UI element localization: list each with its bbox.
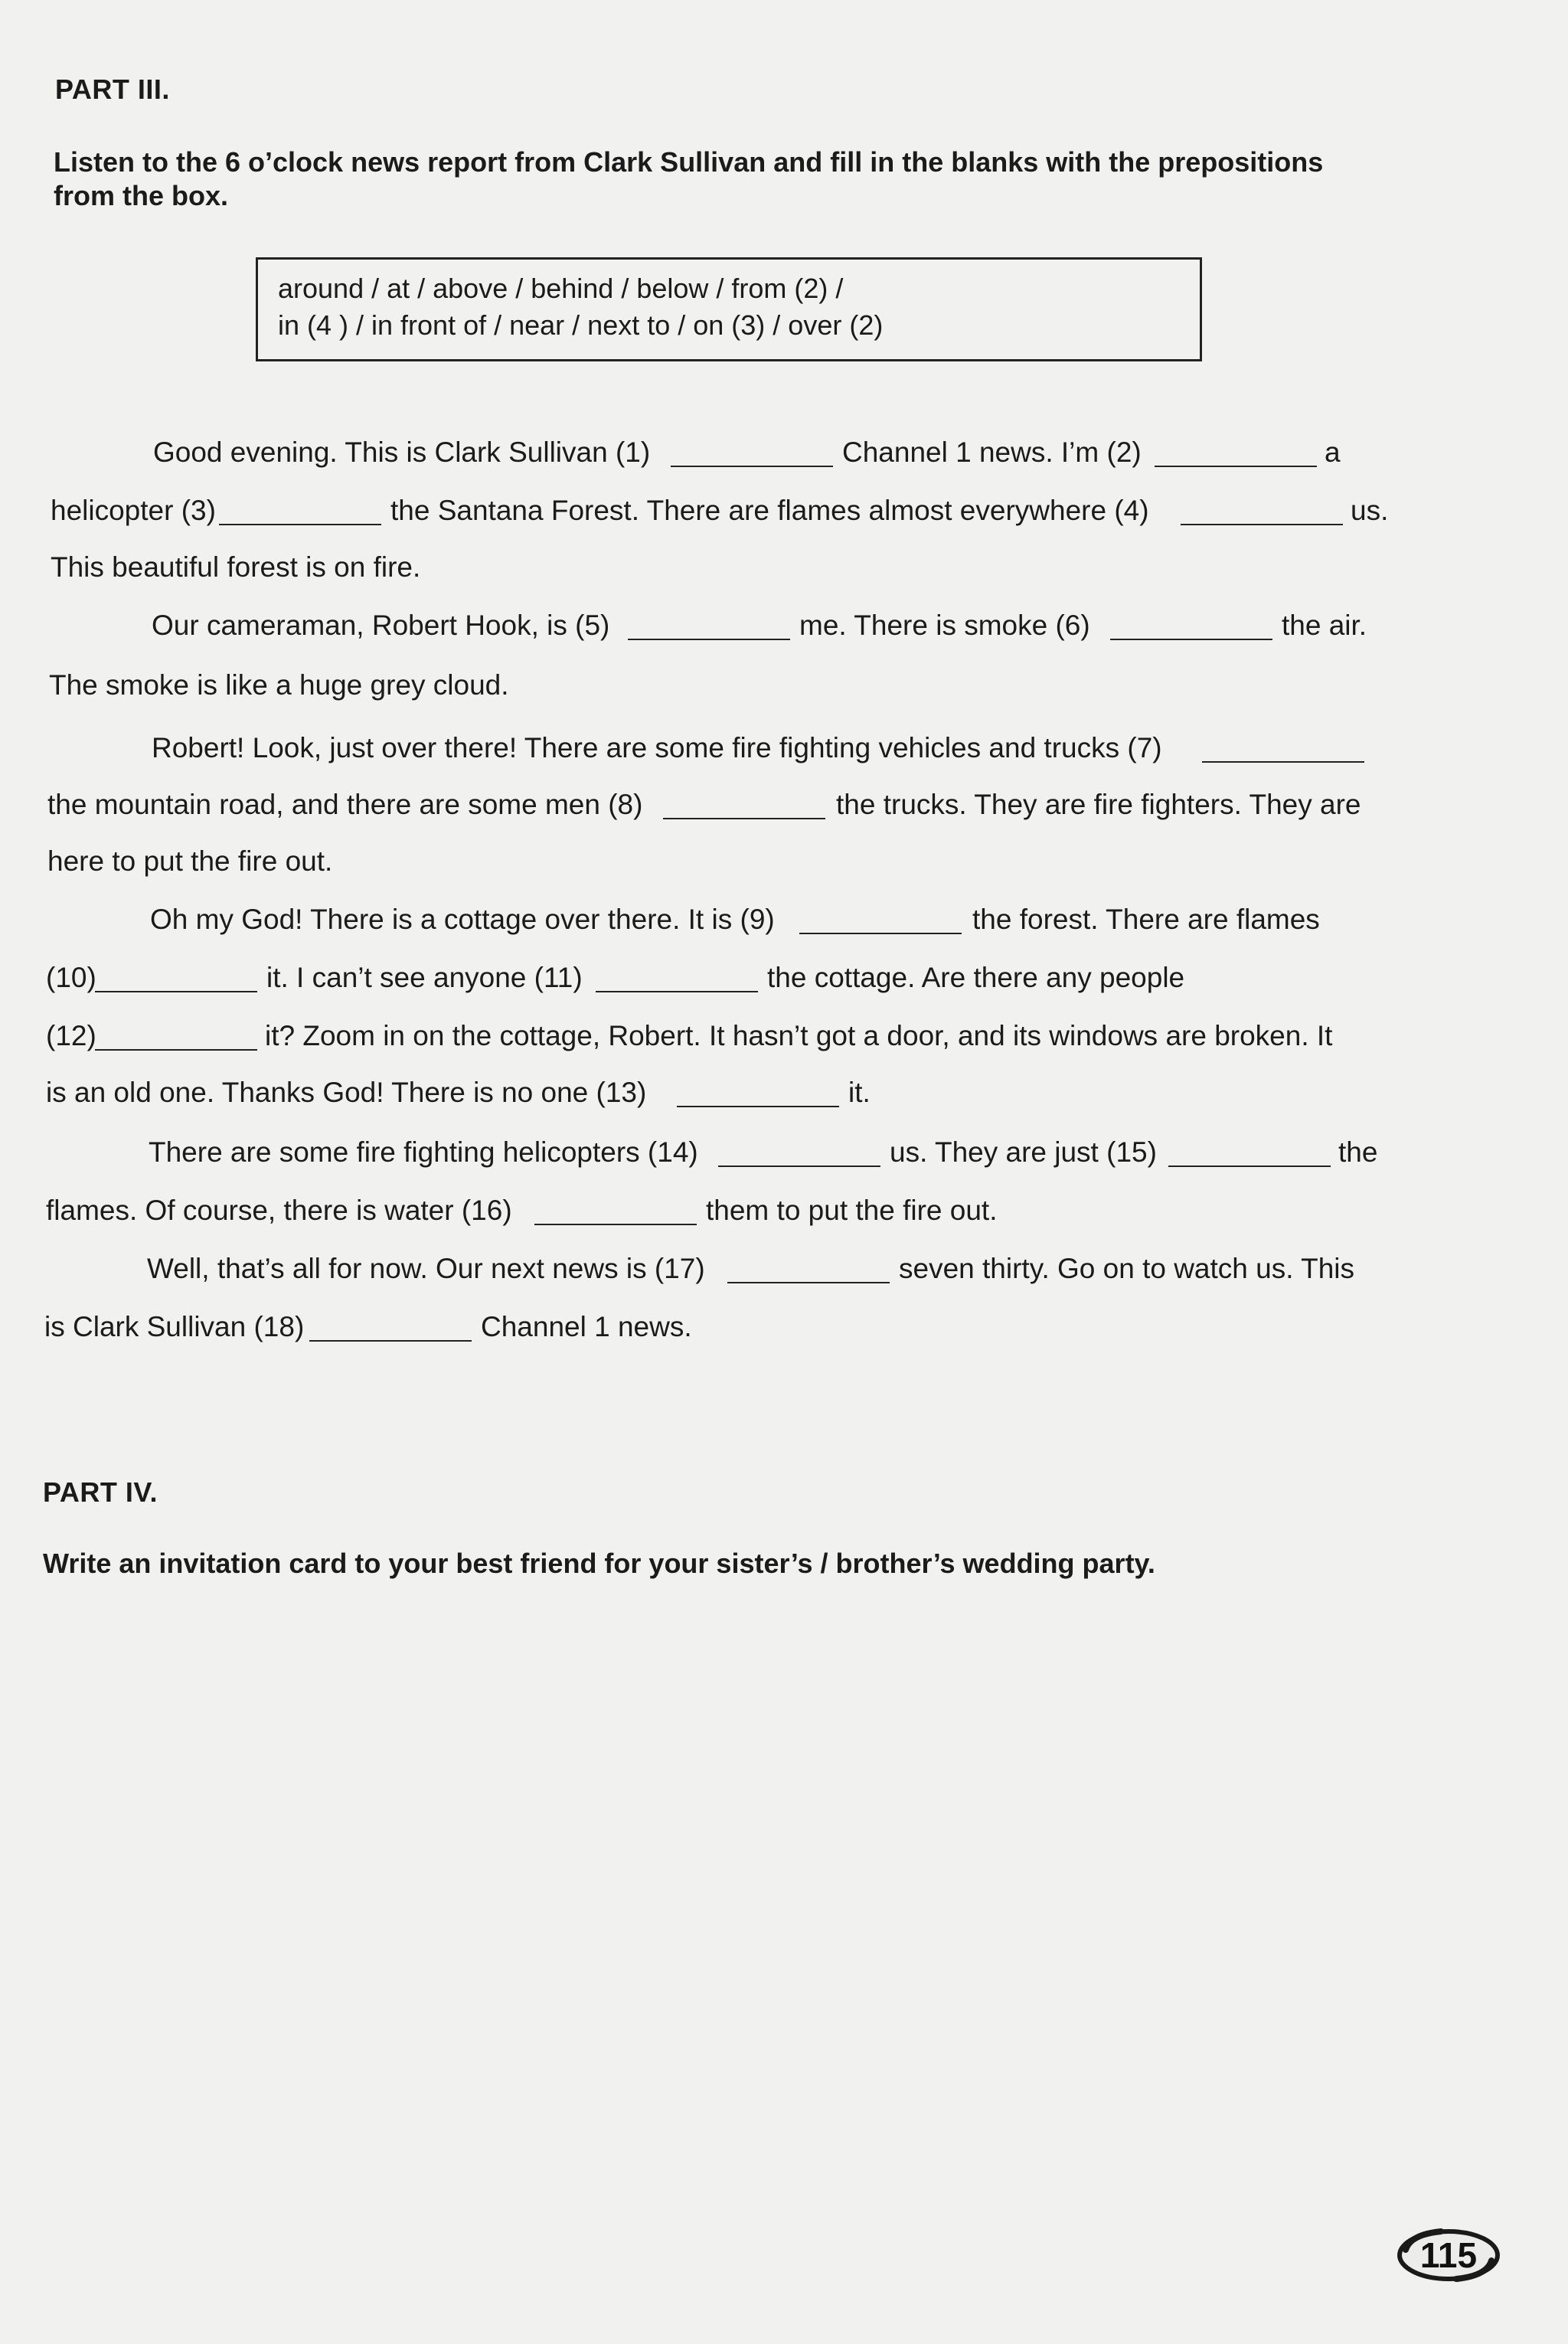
answer-blank-4[interactable] [1181, 524, 1343, 525]
passage-text: here to put the fire out. [47, 845, 333, 877]
passage-text: me. There is smoke (6) [799, 610, 1090, 641]
passage-text: it? Zoom in on the cottage, Robert. It hasn’t got a door, and its windows are broken. It [265, 1020, 1333, 1051]
answer-blank-10[interactable] [95, 991, 257, 992]
page-number: 115 [1419, 2235, 1478, 2275]
passage-text: the cottage. Are there any people [767, 962, 1185, 993]
passage-text: Channel 1 news. I’m (2) [842, 436, 1142, 468]
answer-blank-8[interactable] [663, 818, 825, 819]
answer-blank-13[interactable] [677, 1106, 839, 1107]
passage-text: Robert! Look, just over there! There are some fire fighting vehicles and trucks (7) [152, 732, 1162, 763]
passage-text: the forest. There are flames [972, 904, 1320, 935]
part-3-heading: PART III. [55, 74, 170, 105]
answer-blank-14[interactable] [718, 1165, 880, 1167]
page-number-badge [1395, 2227, 1502, 2284]
word-box-line-2: in (4 ) / in front of / near / next to / on (3) / over (2) [278, 309, 884, 341]
answer-blank-5[interactable] [628, 639, 790, 640]
answer-blank-15[interactable] [1168, 1165, 1331, 1167]
answer-blank-7[interactable] [1202, 761, 1364, 763]
passage-text: us. They are just (15) [890, 1136, 1157, 1168]
part-4-instruction: Write an invitation card to your best friend for your sister’s / brother’s wedding party. [43, 1548, 1155, 1579]
answer-blank-1[interactable] [671, 466, 833, 467]
part-4-heading: PART IV. [43, 1476, 158, 1508]
passage-text: Good evening. This is Clark Sullivan (1) [153, 436, 651, 468]
part-3-instruction-line-1: Listen to the 6 o’clock news report from Clark Sullivan and fill in the blanks with the prepositions [54, 146, 1324, 178]
passage-text: a [1325, 436, 1341, 468]
preposition-word-box [256, 257, 1202, 361]
answer-blank-16[interactable] [534, 1224, 697, 1225]
passage-text: helicopter (3) [51, 495, 216, 526]
part-3-instruction-line-2: from the box. [54, 180, 229, 211]
passage-text: the [1338, 1136, 1378, 1168]
passage-text: flames. Of course, there is water (16) [46, 1195, 512, 1226]
passage-text: Channel 1 news. [481, 1311, 692, 1342]
passage-text: us. [1351, 495, 1389, 526]
passage-text: it. [848, 1077, 871, 1108]
passage-text: Oh my God! There is a cottage over there. It is (9) [150, 904, 775, 935]
passage-text: The smoke is like a huge grey cloud. [49, 669, 509, 701]
passage-text: Our cameraman, Robert Hook, is (5) [152, 610, 610, 641]
answer-blank-3[interactable] [219, 524, 381, 525]
passage-text: the Santana Forest. There are flames almost everywhere (4) [390, 495, 1149, 526]
answer-blank-2[interactable] [1155, 466, 1317, 467]
answer-blank-17[interactable] [727, 1282, 890, 1283]
passage-text: seven thirty. Go on to watch us. This [899, 1253, 1355, 1284]
passage-text: the trucks. They are fire fighters. They are [836, 789, 1361, 820]
passage-text: the air. [1282, 610, 1367, 641]
passage-text: Well, that’s all for now. Our next news is (17) [147, 1253, 705, 1284]
answer-blank-18[interactable] [309, 1340, 472, 1342]
passage-text: the mountain road, and there are some men (8) [47, 789, 643, 820]
passage-text: This beautiful forest is on fire. [51, 551, 421, 583]
passage-text: (12) [46, 1020, 96, 1051]
word-box-line-1: around / at / above / behind / below / from (2) / [278, 273, 844, 304]
passage-text: is an old one. Thanks God! There is no one (13) [46, 1077, 647, 1108]
passage-text: There are some fire fighting helicopters (14) [149, 1136, 698, 1168]
passage-text: is Clark Sullivan (18) [44, 1311, 305, 1342]
passage-text: (10) [46, 962, 96, 993]
answer-blank-6[interactable] [1110, 639, 1272, 640]
answer-blank-11[interactable] [596, 991, 758, 992]
answer-blank-9[interactable] [799, 933, 962, 934]
answer-blank-12[interactable] [95, 1049, 257, 1051]
passage-text: it. I can’t see anyone (11) [266, 962, 583, 993]
passage-text: them to put the fire out. [706, 1195, 998, 1226]
